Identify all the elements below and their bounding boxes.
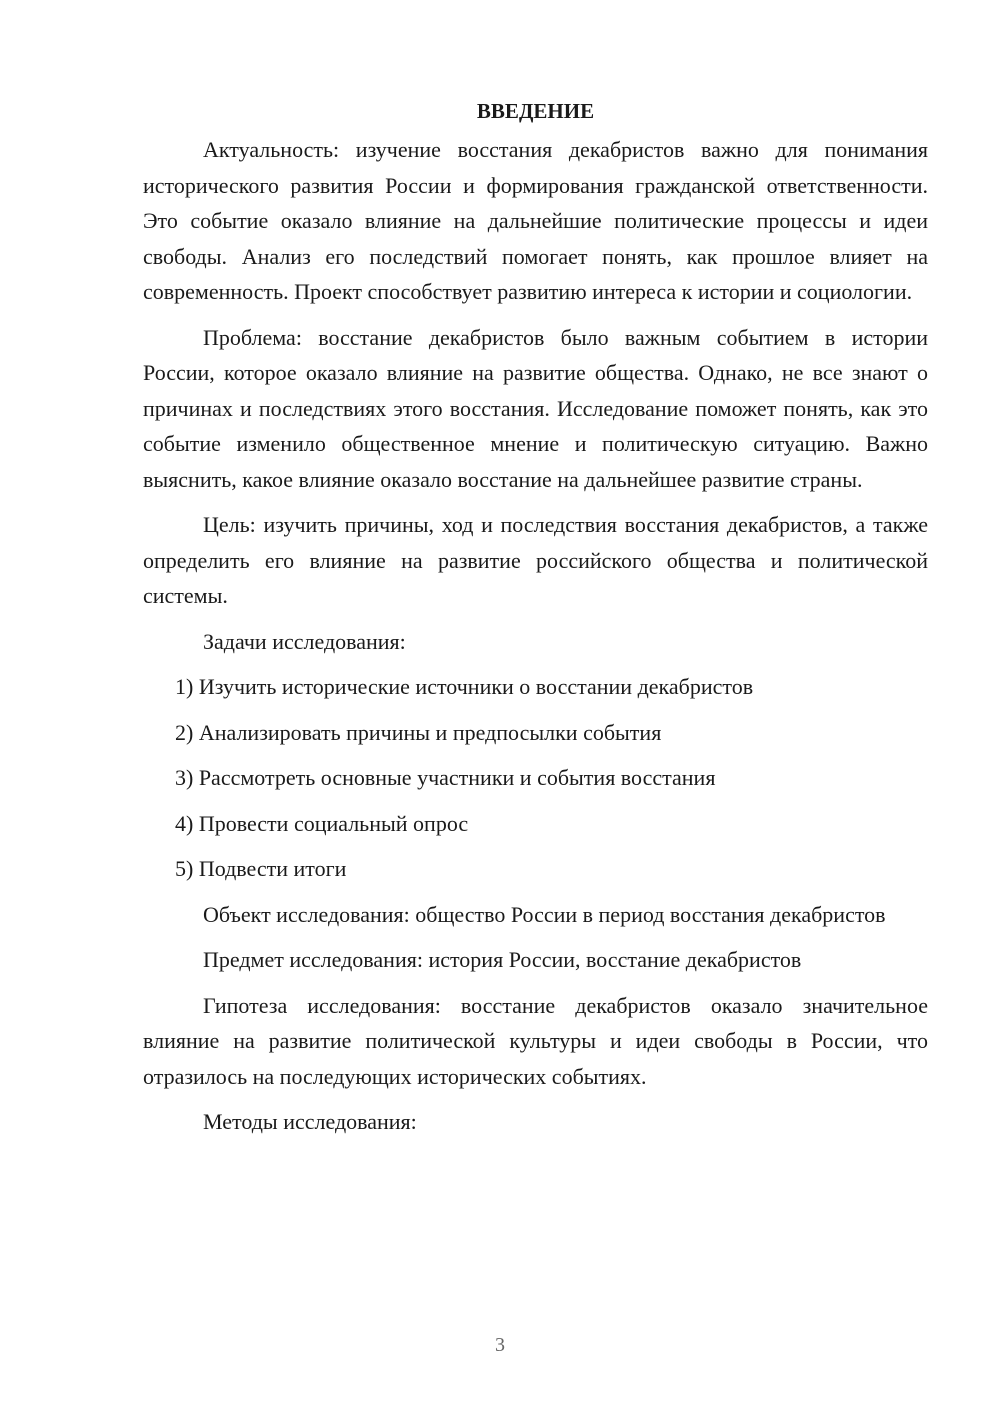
goal-paragraph: Цель: изучить причины, ход и последствия восстания декабристов, а также определить его влияние на развитие российского общества и политической системы. [143,512,928,608]
hypothesis-paragraph: Гипотеза исследования: восстание декабристов оказало значительное влияние на развитие политической культуры и идеи свободы в России, что отразилось на последующих исторических событиях. [143,992,928,1089]
list-item: 5) Подвести итоги [175,856,347,881]
list-item: 3) Рассмотреть основные участники и события восстания [175,765,716,790]
relevance-paragraph: Актуальность: изучение восстания декабристов важно для понимания исторического развития России и формирования гражданской ответственности. Это событие оказало влияние на дальнейшие политические процессы и идеи свободы. Анализ его последствий помогает понять, как прошлое влияет на современность. Проект способствует развитию интереса к истории и социологии. [143,137,928,304]
list-item: 1) Изучить исторические источники о восстании декабристов [175,674,754,699]
page-number: 3 [495,1334,505,1356]
subject-paragraph: Предмет исследования: история России, восстание декабристов [203,947,802,972]
tasks-list [143,669,928,887]
problem-paragraph: Проблема: восстание декабристов было важным событием в истории России, которое оказало влияние на развитие общества. Однако, не все знают о причинах и последствиях этого восстания. Исследование поможет понять, как это событие изменило общественное мнение и политическую ситуацию. Важно выяснить, какое влияние оказало восстание на дальнейшее развитие страны. [143,324,928,492]
list-item: 2) Анализировать причины и предпосылки события [175,719,662,745]
page-title: ВВЕДЕНИЕ [476,99,595,123]
list-item: 4) Провести социальный опрос [175,810,469,836]
methods-heading: Методы исследования: [203,1109,417,1134]
tasks-heading: Задачи исследования: [203,628,406,654]
document-page [143,96,928,1150]
object-paragraph: Объект исследования: общество России в период восстания декабристов [203,901,886,927]
